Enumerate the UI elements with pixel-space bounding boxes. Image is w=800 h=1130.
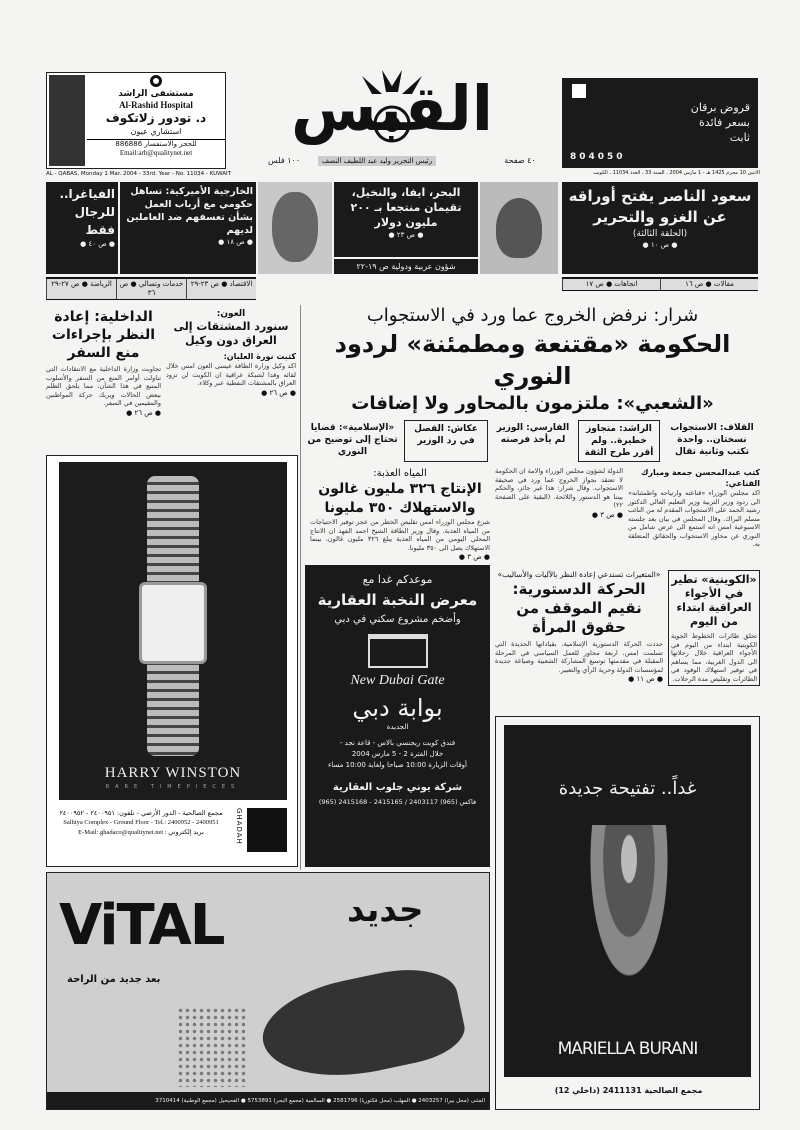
movement-page-ref: ● ص ١١ ● [628, 675, 663, 683]
section-item[interactable]: الرياضة ● ص ٢٧-٢٩ [46, 279, 116, 299]
watch-dial [139, 582, 207, 664]
lead-subhead: «الشعبي»: ملتزمون بالمحاور ولا إضافات [351, 393, 714, 414]
hospital-logo-icon [150, 75, 162, 87]
water-headline[interactable]: الإنتاج ٣٢٦ مليون غالون والاستهلاك ٣٥٠ مليونا [318, 481, 482, 516]
teaser-photo [480, 182, 558, 274]
section-item[interactable]: خدمات وتسالي ● ص ٣٦ [116, 279, 186, 299]
brand: MARIELLA BURANI [557, 1039, 698, 1059]
sandal-image [254, 958, 469, 1093]
sub-box[interactable]: الراشد: متجاوز خطيرة.. ولم أقرر طرح الثقة [578, 420, 660, 462]
bank-ad-line: قروض برقان [690, 101, 750, 114]
teaser-title: البحر، ايفا، والنخيل، تقيمان منتجعا بـ ٢٠٠ مليون دولار [350, 186, 462, 229]
movement-body: حددت الحركة الدستورية الإسلامية، بقياداتها الجديدة التي تسلمت امس، اربعة محاور للعمل السياسي في المرحلة المقبلة في مقدمتها توسيع المشاركة الشعبية وصياغة جديدة لمؤسسات الدولة وحرية الرأي والتعبير. [495, 640, 663, 674]
vendor-address-en: Salhiya Complex - Ground Floor - Tel.: 2400952 - 2400951 [63, 819, 219, 826]
bank-ad [562, 78, 758, 168]
vendor-email: E-Mail: ghadaco@qualitynet.net : بريد إلكتروني [78, 829, 204, 836]
section-strip-right [562, 277, 758, 291]
sub-box[interactable]: «الإسلامية»: قضايا تحتاج إلى توضيح من النوري [307, 423, 398, 457]
teaser-page: ● ص ١٠ ● [642, 241, 678, 249]
lead-headline[interactable]: الحكومة «مقتنعة ومطمئنة» لردود النوري [334, 330, 731, 390]
section-page: ص ١٩-٢٢ [356, 262, 389, 271]
teaser-title: الخارجية الأميركية: تساهل حكومي مع أرباب العمل بشأن تعسفهم ضد العاملين لديهم [126, 186, 253, 236]
ad-line: معرض النخبة العقارية [317, 591, 478, 609]
sub-box[interactable]: الفارسي: الوزير لم يأخذ فرصته [496, 423, 570, 445]
section-arab-world[interactable] [334, 259, 478, 274]
movement-headline[interactable]: الحركة الدستورية: نقيم الموقف من حقوق المرأة [512, 580, 646, 636]
airways-body: تحلق طائرات الخطوط الجوية الكويتية ابتداء من اليوم في الأجواء العراقية خلال رحلاتها الى الدول الغربية، مما يساهم في توفير استهلاك الوقود في الطائرات وتقليص مدة الرحلات. [671, 632, 757, 683]
gate-icon [368, 634, 428, 668]
ad-line: وأضخم مشروع سكني في دبي [334, 614, 461, 625]
price: ١٠٠ فلس [268, 156, 301, 165]
bank-logo-icon [572, 84, 586, 98]
section-item[interactable]: الاقتصاد ● ص ٢٣-٢٩ [186, 279, 256, 299]
bank-ad-line: ثابت [729, 131, 750, 144]
awn-kicker: العون: [216, 309, 246, 319]
teaser-page: ● ص ٢٣ ● [388, 231, 424, 239]
interior-page-ref: ● ص ٢٦ ● [126, 408, 161, 417]
brand-sub: RARE TIMEPIECES [105, 784, 241, 790]
hospital-name-ar: مستشفى الراشد [118, 89, 194, 99]
vital-ad[interactable] [46, 872, 490, 1110]
tagline: بعد جديد من الراحة [67, 974, 161, 985]
dot-pattern [177, 1007, 247, 1087]
hospital-name-en: Al-Rashid Hospital [119, 100, 193, 110]
hospital-email: Email:arh@qualitynet.net [119, 149, 193, 157]
sub-box[interactable]: القلاف: الاستجواب نسختان.. واحدة تكتب وثانية تقال [670, 423, 754, 457]
teaser-title: سعود الناصر يفتح أوراقه عن الغزو والتحرير [568, 187, 752, 226]
editor-line: رئيس التحرير وليد عبد اللطيف النصف [318, 156, 436, 166]
vendor-address-ar: مجمع الصالحية - الدور الأرضي - تلفون: ٢٤٠٠٩٥١ - ٢٤٠٠٩٥٢ [59, 809, 223, 817]
airways-headline[interactable]: «الكويتية» تطير في الأجواء العراقية ابتداء من اليوم [671, 573, 757, 628]
teaser-resort[interactable] [334, 182, 478, 257]
logo-ar: بوابة دبي [352, 694, 443, 722]
ad-footer: المثنى (محل بيرا) 2403257 ● المهلب (محل فكتوريا) 2581796 ● السالمية (مجمع البحر) 5753891 ● الفحيحيل (مجمع الوطنية) 3710414 [47, 1092, 489, 1110]
section-label: شؤون عربية ودولية [391, 262, 456, 271]
doctor-name: د. تودور زلاتكوف [105, 111, 207, 125]
teaser-viagra[interactable] [46, 182, 118, 274]
logo [232, 66, 552, 152]
doctor-photo [49, 75, 85, 166]
awn-headline[interactable]: سنورد المشتقات إلى العراق دون وكيل [173, 320, 289, 347]
ad-headline: جديد [347, 890, 424, 930]
section-strip-left [46, 277, 256, 300]
awn-body: اكد وكيل وزارة الطاقة عيسى العون امس خلال لقائه وفدا لشبكة عراقية ان الكويت لن تزود العراق بالمشتقات النفطية عبر وكلاء. [166, 362, 296, 387]
brand: ViTAL [59, 893, 224, 958]
hospital-ad [46, 72, 226, 169]
teaser-title: الفياغرا.. للرجال فقط [59, 187, 115, 237]
teaser-page: ● ص ٤٠ ● [80, 240, 115, 248]
brand: HARRY WINSTON [104, 765, 242, 781]
sub-box[interactable]: عكاش: الفصل في رد الوزير [404, 420, 488, 462]
harry-winston-ad[interactable] [46, 455, 298, 867]
bank-number: 804050 [570, 152, 626, 162]
interior-body: تجاوبت وزارة الداخلية مع الانتقادات التي تناولت أوامر المنع من السفر والأسلوب المتبع في هذا الشأن، مما يلحق الظلم ببعض الحالات ويربك حركة المواطنين والمقيمين في السفر. [46, 365, 161, 407]
lead-story [305, 304, 760, 562]
lead-kicker: شرار: نرفض الخروج عما ورد في الاستجواب [366, 305, 699, 326]
dateline-ar: الاثنين 10 محرم 1425 هـ - 1 مارس 2004 ، السنة 33 ، العدد 11034 ، الكويت [593, 170, 760, 176]
water-page-ref: ● ص ٣ ● [458, 553, 490, 561]
logo-text: القبس [290, 72, 494, 145]
ad-footer: مجمع الصالحية 2411131 (داخلي 12) [554, 1086, 703, 1095]
lead-body: الدولة لشؤون مجلس الوزراء والامة ان الحكومة لا تعتقد بجواز الخروج عما ورد في صحيفة الاستجواب. وقال شرار: هذا غير جائز، والحكم بيننا هو الدستور واللائحة. (البقية على الصفحة ٢٢) [495, 467, 623, 509]
interior-headline[interactable]: الداخلية: إعادة النظر بإجراءات منع السفر [51, 309, 156, 361]
new-dubai-gate-ad[interactable] [305, 565, 490, 867]
vendor-name: GHADAH [235, 808, 243, 845]
logo-en: New Dubai Gate [350, 673, 445, 688]
phones: (965) 2415168 - فاكس (965) 2403117 / 2415165 [318, 798, 477, 806]
ad-headline: غداً.. تفتيحة جديدة [558, 778, 697, 799]
hours: أوقات الزيارة 10:00 صباحا ولغاية 10:00 مساء [327, 761, 467, 769]
bank-ad-line: بسعر فائدة [699, 116, 750, 129]
teaser-saud[interactable] [562, 182, 758, 274]
teaser-page: ● ص ١٨ ● [218, 238, 253, 246]
specialty: استشاري عيون [130, 127, 182, 136]
water-kicker: المياه العذبة: [373, 468, 427, 479]
lead-page-ref: ● ص ٣ ● [591, 510, 623, 519]
company: شركة يوني جلوب العقارية [332, 782, 463, 793]
model-image [584, 825, 674, 995]
section-item[interactable]: اتجاهات ● ص ١٧ [562, 279, 660, 290]
teaser-state-dept[interactable] [120, 182, 256, 274]
venue: فندق كويت ريجنسي بالاس - قاعة نجد - [339, 739, 456, 747]
logo-sub: الجديدة [386, 723, 409, 731]
lead-byline: كتب عبدالمحسن جمعة ومبارك القناعي: [641, 468, 760, 488]
ad-line: موعدكم غدا مع [362, 573, 433, 586]
water-body: شرع مجلس الوزراء امس تقليص الخطر من عجز توفير الاحتياجات من المياه العذبة. وقال وزير الطاقة الشيخ احمد الفهد ان الانتاج المحلي اليومي من المياه العذبة يبلغ ٣٢٦ مليون غالون، بينما الاستهلاك يصل الى ٣٥٠ مليونا. [310, 518, 491, 552]
teaser-photo [258, 182, 332, 274]
awn-byline: كتبت نورة العلبان: [223, 352, 296, 361]
vendor-logo [247, 808, 287, 852]
dates: خلال الفترة 2 - 5 مارس 2004 [351, 750, 444, 758]
section-item[interactable]: مقالات ● ص ١٦ [660, 279, 758, 290]
mariella-burani-ad[interactable] [495, 716, 760, 1110]
hospital-phone: للحجز والاستفسار 886886 [87, 139, 225, 149]
awn-page-ref: ● ص ٢٦ ● [261, 388, 296, 397]
page-count: ٤٠ صفحة [504, 156, 536, 165]
movement-kicker: «المتغيرات تستدعي إعادة النظر بالآليات والأساليب» [497, 570, 661, 579]
lead-body: اكد مجلس الوزراء «قناعته وارتياحه واطمئنانه» الى ردود وزير التربية وزير التعليم العالي الدكتور رشيد الحمد على الاستجواب المقدم له من النائب مسلم البراك. وقال المجلس في بيان بعد جلسته الاسبوعية امس انه استمع الى عرض شامل من النوري عن محاور الاستجواب والحقائق المتعلقة به. [628, 489, 760, 548]
teaser-sub: (الحلقة الثالثة) [632, 229, 688, 239]
dateline-en: AL - QABAS, Monday 1 Mar. 2004 - 33rd. Year - No. 11034 - KUWAIT [46, 171, 231, 177]
